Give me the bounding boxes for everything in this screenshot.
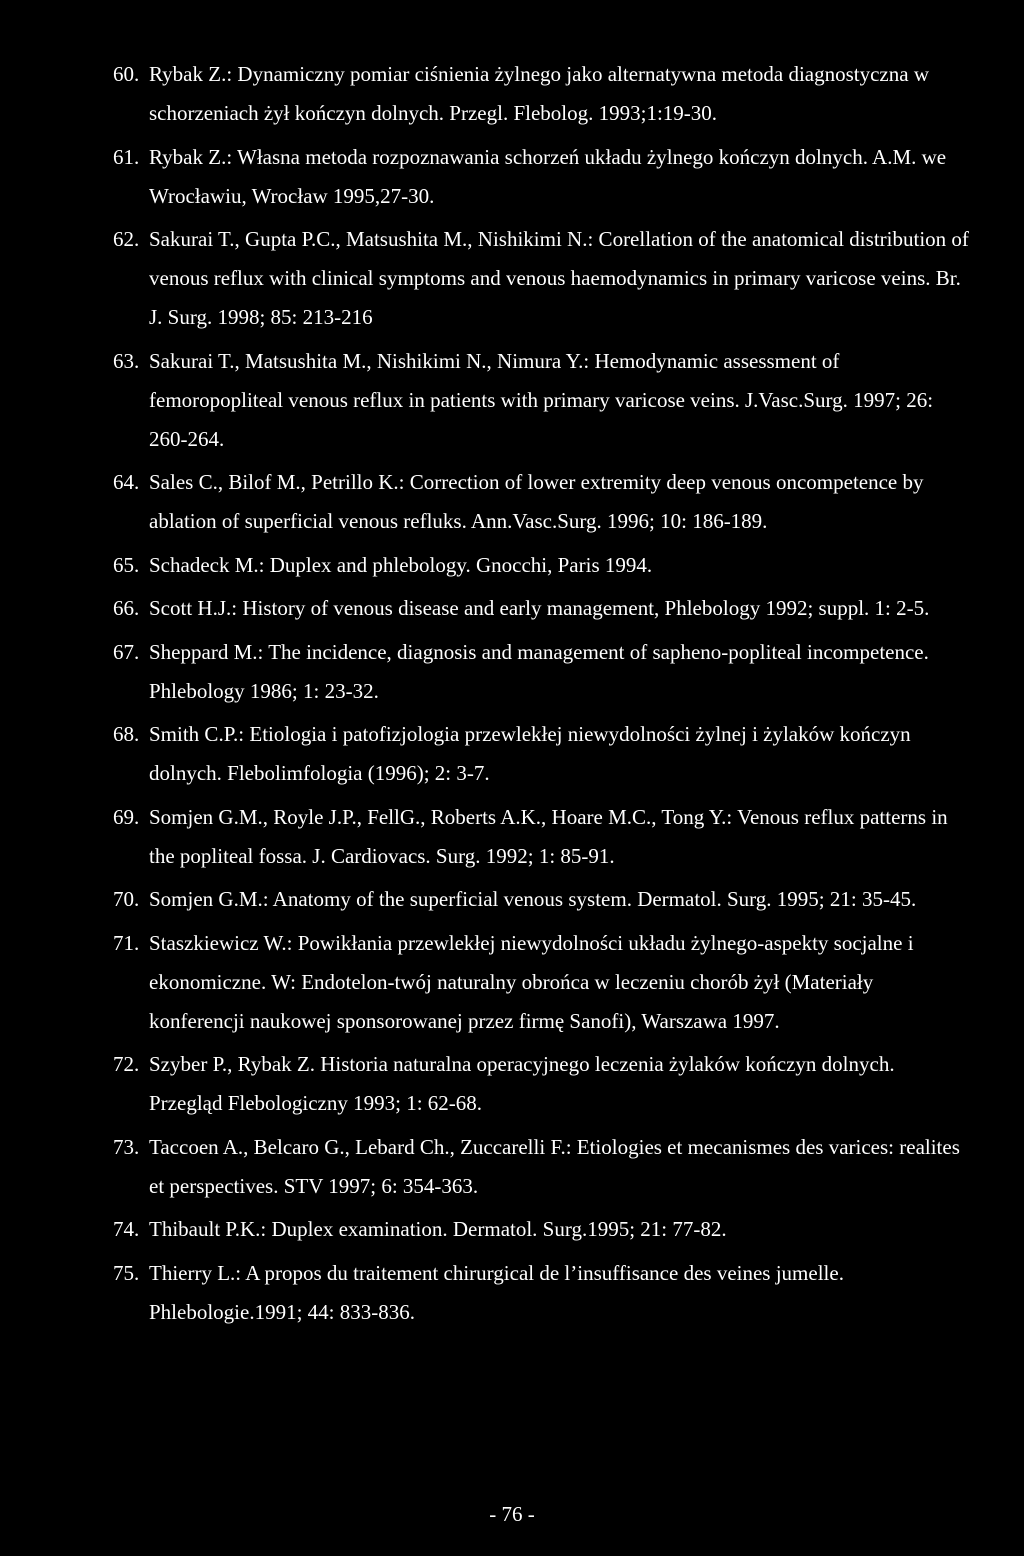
reference-number: 68. — [113, 722, 140, 746]
reference-item — [113, 880, 973, 919]
reference-number: 65. — [113, 552, 140, 577]
reference-item — [113, 798, 973, 876]
reference-number: 61. — [113, 144, 140, 169]
reference-text: Rybak Z.: Własna metoda rozpoznawania schorzeń układu żylnego kończyn dolnych. A.M. we Wrocławiu, Wrocław 1995,27-30. — [149, 144, 947, 208]
reference-number: 64. — [113, 470, 140, 494]
reference-text: Szyber P., Rybak Z. Historia naturalna operacyjnego leczenia żylaków kończyn dolnych. Przegląd Flebologiczny 1993; 1: 62-68. — [149, 1052, 895, 1115]
reference-number: 73. — [113, 1134, 140, 1159]
reference-text: Thierry L.: A propos du traitement chirurgical de l’insuffisance des veines jumelle. Phlebologie.1991; 44: 833-836. — [149, 1260, 844, 1324]
reference-item — [113, 1128, 973, 1206]
reference-number: 70. — [113, 887, 140, 911]
reference-item — [113, 633, 973, 711]
reference-text: Sakurai T., Matsushita M., Nishikimi N., Nimura Y.: Hemodynamic assessment of femoropopliteal venous reflux in patients with primary varicose veins. J.Vasc.Surg. 1997; 26: 260-264. — [149, 348, 934, 451]
reference-text: Scott H.J.: History of venous disease and early management, Phlebology 1992; suppl. 1: 2-5. — [149, 596, 930, 620]
reference-text: Somjen G.M.: Anatomy of the superficial venous system. Dermatol. Surg. 1995; 21: 35-45. — [149, 887, 917, 911]
reference-item — [113, 55, 973, 133]
reference-item — [113, 138, 973, 216]
reference-number: 72. — [113, 1052, 140, 1076]
reference-text: Rybak Z.: Dynamiczny pomiar ciśnienia żylnego jako alternatywna metoda diagnostyczna w schorzeniach żył kończyn dolnych. Przegl. Flebolog. 1993;1:19-30. — [149, 62, 929, 125]
reference-text: Taccoen A., Belcaro G., Lebard Ch., Zuccarelli F.: Etiologies et mecanismes des varices: realites et perspectives. STV 1997; 6: 354-363. — [149, 1134, 960, 1198]
reference-text: Sales C., Bilof M., Petrillo K.: Correction of lower extremity deep venous oncompetence by ablation of superficial venous refluks. Ann.Vasc.Surg. 1996; 10: 186-189. — [149, 470, 924, 533]
reference-text: Smith C.P.: Etiologia i patofizjologia przewlekłej niewydolności żylnej i żylaków kończyn dolnych. Flebolimfologia (1996); 2: 3-7. — [149, 722, 911, 785]
reference-item — [113, 1045, 973, 1123]
page-number: - 76 - — [489, 1502, 535, 1526]
reference-text: Staszkiewicz W.: Powikłania przewlekłej niewydolności układu żylnego-aspekty socjalne i ekonomiczne. W: Endotelon-twój naturalny obrońca w leczeniu chorób żył (Materiały konferencji naukowej sponsorowanej przez firmę Sanofi), Warszawa 1997. — [149, 930, 914, 1033]
reference-number: 67. — [113, 639, 140, 664]
reference-text: Somjen G.M., Royle J.P., FellG., Roberts A.K., Hoare M.C., Tong Y.: Venous reflux patterns in the popliteal fossa. J. Cardiovacs. Surg. 1992; 1: 85-91. — [149, 804, 948, 868]
reference-number: 62. — [113, 227, 140, 251]
reference-text: Thibault P.K.: Duplex examination. Dermatol. Surg.1995; 21: 77-82. — [149, 1217, 727, 1241]
reference-item — [113, 715, 973, 793]
reference-text: Sheppard M.: The incidence, diagnosis and management of sapheno-popliteal incompetence. Phlebology 1986; 1: 23-32. — [149, 639, 929, 703]
reference-text: Schadeck M.: Duplex and phlebology. Gnocchi, Paris 1994. — [149, 552, 653, 577]
reference-number: 74. — [113, 1217, 140, 1241]
reference-number: 75. — [113, 1260, 140, 1285]
reference-number: 71. — [113, 930, 140, 955]
reference-list — [113, 55, 973, 1336]
reference-item — [113, 546, 973, 585]
reference-item — [113, 220, 973, 337]
reference-item — [113, 924, 973, 1041]
reference-item — [113, 463, 973, 541]
reference-number: 60. — [113, 62, 140, 86]
reference-number: 63. — [113, 348, 140, 373]
reference-item — [113, 1210, 973, 1249]
reference-number: 69. — [113, 804, 140, 829]
reference-item — [113, 342, 973, 459]
reference-item — [113, 589, 973, 628]
reference-item — [113, 1254, 973, 1332]
reference-text: Sakurai T., Gupta P.C., Matsushita M., Nishikimi N.: Corellation of the anatomical distribution of venous reflux with clinical symptoms and venous haemodynamics in primary varicose veins. Br. J. Surg. 1998; 85: 213-216 — [149, 227, 969, 329]
reference-number: 66. — [113, 596, 140, 620]
